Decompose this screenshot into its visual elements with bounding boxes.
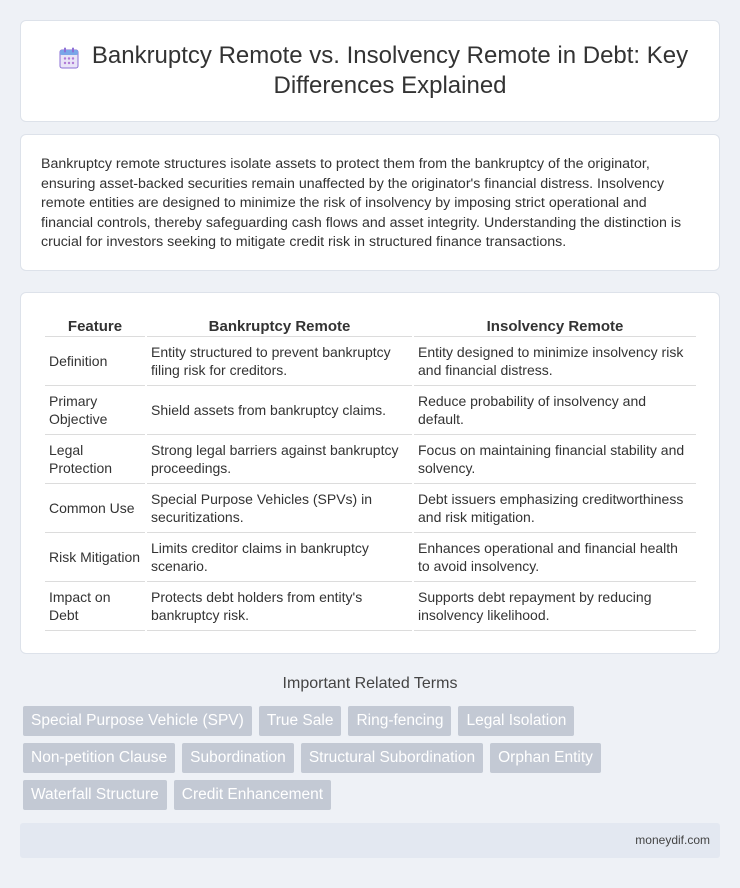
table-row — [45, 484, 696, 533]
footer-site-name: moneydif.com — [635, 833, 710, 847]
tag-row — [23, 780, 723, 810]
tag-row — [23, 743, 723, 773]
column-header-feature: Feature — [45, 315, 145, 337]
tag-non-petition-clause[interactable]: Non-petition Clause — [23, 743, 175, 773]
bankruptcy-remote-cell: Entity structured to prevent bankruptcy filing risk for creditors. — [147, 337, 412, 386]
feature-cell: Legal Protection — [45, 435, 145, 484]
tag-structural-subordination[interactable]: Structural Subordination — [301, 743, 483, 773]
page-title: Bankruptcy Remote vs. Insolvency Remote in Debt: Key Differences Explained — [91, 42, 689, 99]
table-row — [45, 582, 696, 631]
tag-row — [23, 706, 723, 736]
tag-subordination[interactable]: Subordination — [182, 743, 294, 773]
bankruptcy-remote-cell: Protects debt holders from entity's bankruptcy risk. — [147, 582, 412, 631]
table-row — [45, 386, 696, 435]
insolvency-remote-cell: Debt issuers emphasizing creditworthiness and risk mitigation. — [414, 484, 696, 533]
tag-special-purpose-vehicle[interactable]: Special Purpose Vehicle (SPV) — [23, 706, 252, 736]
bankruptcy-remote-cell: Limits creditor claims in bankruptcy scenario. — [147, 533, 412, 582]
insolvency-remote-cell: Reduce probability of insolvency and default. — [414, 386, 696, 435]
insolvency-remote-cell: Supports debt repayment by reducing insolvency likelihood. — [414, 582, 696, 631]
feature-cell: Common Use — [45, 484, 145, 533]
table-row — [45, 533, 696, 582]
feature-cell: Risk Mitigation — [45, 533, 145, 582]
column-header-bankruptcy-remote: Bankruptcy Remote — [147, 315, 412, 337]
related-terms-tags — [23, 706, 723, 817]
tag-orphan-entity[interactable]: Orphan Entity — [490, 743, 601, 773]
intro-card — [20, 134, 720, 271]
tag-waterfall-structure[interactable]: Waterfall Structure — [23, 780, 167, 810]
feature-cell: Definition — [45, 337, 145, 386]
footer — [20, 823, 720, 858]
table-header-row — [45, 315, 696, 337]
comparison-table-card — [20, 292, 720, 654]
insolvency-remote-cell: Focus on maintaining financial stability and solvency. — [414, 435, 696, 484]
tag-ring-fencing[interactable]: Ring-fencing — [348, 706, 451, 736]
insolvency-remote-cell: Enhances operational and financial health to avoid insolvency. — [414, 533, 696, 582]
feature-cell: Impact on Debt — [45, 582, 145, 631]
comparison-table — [43, 315, 698, 631]
bankruptcy-remote-cell: Shield assets from bankruptcy claims. — [147, 386, 412, 435]
bankruptcy-remote-cell: Strong legal barriers against bankruptcy proceedings. — [147, 435, 412, 484]
tag-legal-isolation[interactable]: Legal Isolation — [458, 706, 574, 736]
related-terms-heading: Important Related Terms — [282, 675, 458, 692]
tag-true-sale[interactable]: True Sale — [259, 706, 342, 736]
table-row — [45, 435, 696, 484]
feature-cell: Primary Objective — [45, 386, 145, 435]
insolvency-remote-cell: Entity designed to minimize insolvency risk and financial distress. — [414, 337, 696, 386]
table-row — [45, 337, 696, 386]
column-header-insolvency-remote: Insolvency Remote — [414, 315, 696, 337]
bankruptcy-remote-cell: Special Purpose Vehicles (SPVs) in securitizations. — [147, 484, 412, 533]
title-card — [20, 20, 720, 122]
tag-credit-enhancement[interactable]: Credit Enhancement — [174, 780, 331, 810]
intro-paragraph: Bankruptcy remote structures isolate assets to protect them from the bankruptcy of the originator, ensuring asset-backed securities remain unaffected by the originator's financial distress. Insolvency remote entities are designed to minimize the risk of insolvency by imposing strict operational and financial controls, thereby safeguarding cash flows and asset integrity. Understanding the distinction is crucial for investors seeking to mitigate credit risk in structured finance transactions. — [41, 156, 682, 251]
